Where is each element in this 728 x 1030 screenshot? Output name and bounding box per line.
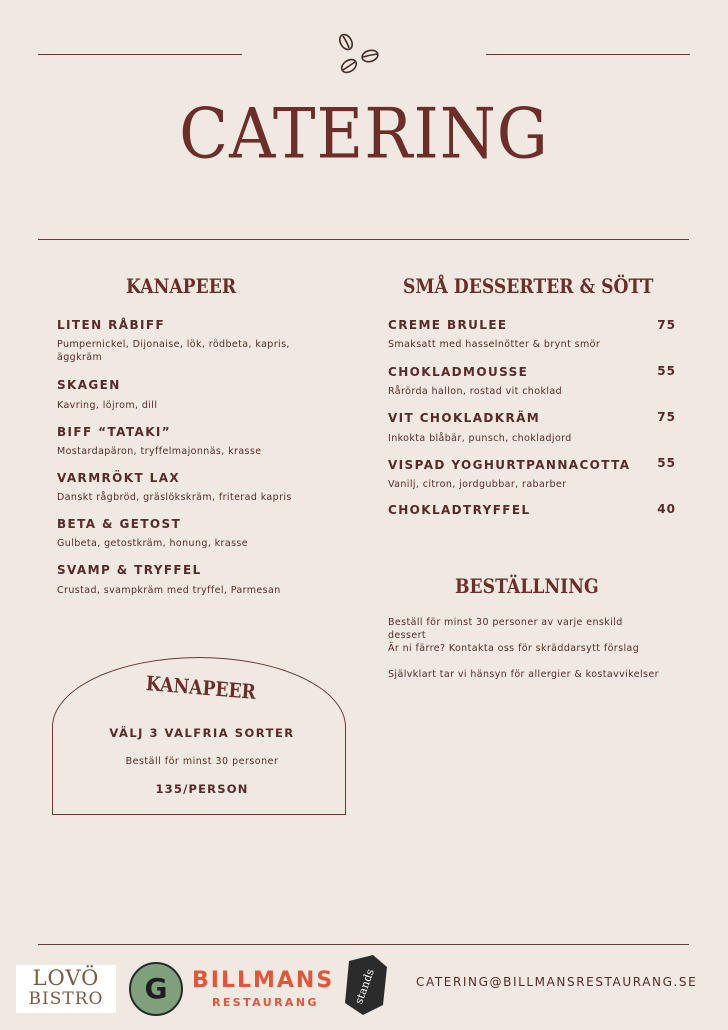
dessert-item-desc: Inkokta blåbär, punsch, chokladjord (388, 433, 572, 444)
lovo-logo-line1: LOVÖ (32, 966, 100, 990)
kanapeer-item-desc: Pumpernickel, Dijonaise, lök, rödbeta, kapris, äggkräm (57, 339, 290, 363)
stands-logo (343, 955, 389, 1015)
dessert-item-price: 40 (657, 502, 676, 516)
page-title: CATERING (179, 95, 549, 175)
kanapeer-item-desc: Crustad, svampkräm med tryffel, Parmesan (57, 585, 281, 596)
offer-price: 135/PERSON (155, 782, 249, 796)
kanapeer-item-desc: Mostardapäron, tryffelmajonnäs, krasse (57, 446, 262, 457)
dessert-item-price: 75 (657, 318, 676, 332)
kanapeer-item-desc: Kavring, löjrom, dill (57, 400, 158, 411)
offer-min: Beställ för minst 30 personer (125, 756, 279, 767)
bestallning-line: Beställ för minst 30 personer av varje enskild dessert (388, 617, 623, 641)
kanapeer-item-name: BETA & GETOST (57, 517, 182, 531)
kanapeer-item-desc: Gulbeta, getostkräm, honung, krasse (57, 538, 249, 549)
kanapeer-item-name: SVAMP & TRYFFEL (57, 563, 202, 577)
dessert-item-desc: Vanilj, citron, jordgubbar, rabarber (388, 479, 567, 490)
contact-email[interactable]: CATERING@BILLMANSRESTAURANG.SE (416, 975, 698, 989)
kanapeer-heading: KANAPEER (126, 274, 237, 298)
offer-heading: KANAPEER (145, 671, 257, 704)
bestallning-line: Är ni färre? Kontakta oss för skräddarsytt förslag (388, 643, 640, 654)
coffee-beans-icon (334, 32, 384, 78)
bestallning-line: Självklart tar vi hänsyn för allergier & kostavvikelser (388, 669, 659, 680)
kanapeer-item-desc: Danskt rågbröd, gräslökskräm, friterad kapris (57, 492, 292, 503)
dessert-item-price: 75 (657, 410, 676, 424)
title-rule (38, 239, 689, 240)
stands-logo-text: stands (352, 967, 377, 1006)
dessert-item-name: CHOKLADTRYFFEL (388, 503, 531, 517)
dessert-item-price: 55 (657, 456, 676, 470)
billmans-logo-sub: RESTAURANG (212, 996, 319, 1009)
dessert-item-desc: Smaksatt med hasselnötter & brynt smör (388, 339, 601, 350)
dessert-item-name: CREME BRULEE (388, 318, 508, 332)
lovo-logo-line2: BISTRO (28, 989, 104, 1009)
footer-rule (38, 944, 689, 945)
offer-choose: VÄLJ 3 VALFRIA SORTER (109, 726, 295, 740)
desserter-heading: SMÅ DESSERTER & SÖTT (403, 274, 654, 298)
kanapeer-item-name: SKAGEN (57, 378, 121, 392)
bestallning-heading: BESTÄLLNING (455, 574, 599, 598)
dessert-item-name: VISPAD YOGHURTPANNACOTTA (388, 458, 631, 472)
kanapeer-item-name: BIFF “TATAKI” (57, 425, 172, 439)
header-rule-left (38, 54, 242, 55)
dessert-item-price: 55 (657, 364, 676, 378)
dessert-item-desc: Rårörda hallon, rostad vit choklad (388, 386, 563, 397)
dessert-item-name: VIT CHOKLADKRÄM (388, 411, 541, 425)
header-rule-right (486, 54, 690, 55)
kanapeer-item-name: LITEN RÅBIFF (57, 318, 166, 332)
dessert-item-name: CHOKLADMOUSSE (388, 365, 529, 379)
kanapeer-item-name: VARMRÖKT LAX (57, 471, 181, 485)
billmans-logo: BILLMANS (192, 968, 335, 993)
g-logo (129, 962, 183, 1016)
g-logo-letter: G (144, 972, 168, 1005)
lovo-bistro-logo (16, 965, 116, 1013)
